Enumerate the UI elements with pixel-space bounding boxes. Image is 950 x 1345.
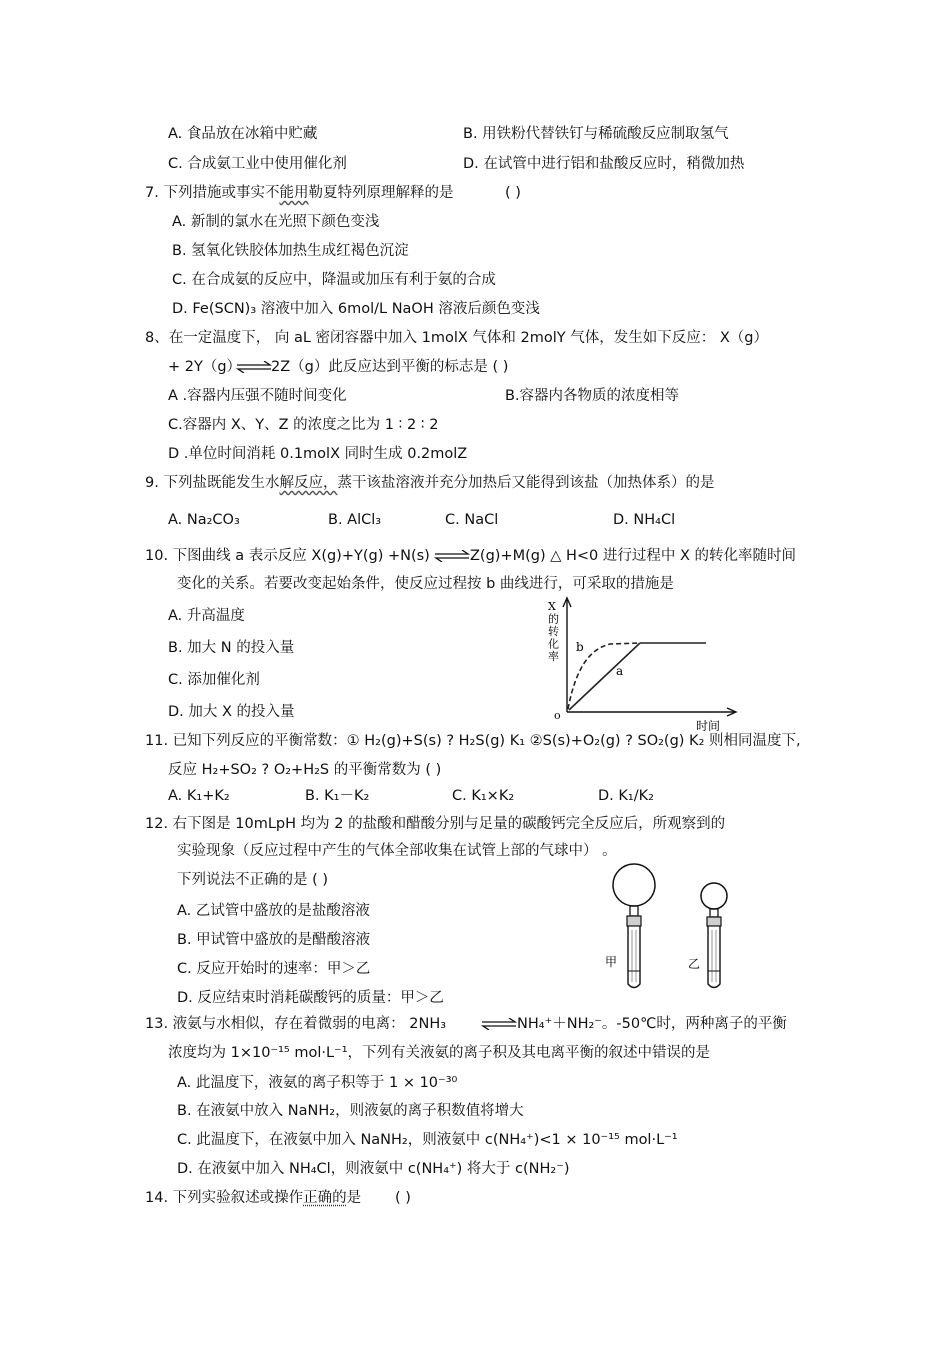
q9-stem-emphasis: 解反应， — [279, 475, 338, 491]
q11-stem-line1: 11. 已知下列反应的平衡常数：① H₂(g)+S(s) ? H₂S(g) K₁ ②S(s)+O₂(g) ? SO₂(g) K₂ 则相同温度下, — [145, 733, 801, 749]
q14-stem-emphasis: 正确的 — [303, 1190, 347, 1206]
q13-option-a: A. 此温度下，液氨的离子积等于 1 × 10⁻³⁰ — [177, 1075, 458, 1091]
q9-option-b: B. AlCl₃ — [328, 512, 382, 528]
curve-b-label: b — [576, 640, 584, 654]
q12-stem-line1: 12. 右下图是 10mLpH 均为 2 的盐酸和醋酸分别与足量的碳酸钙完全反应后，所观察到的 — [145, 816, 726, 832]
q7-option-a: A. 新制的氯水在光照下颜色变浅 — [172, 214, 380, 230]
q7-option-b: B. 氢氧化铁胶体加热生成红褐色沉淀 — [172, 243, 409, 259]
q11-option-d: D. K₁/K₂ — [598, 788, 654, 804]
left-tube — [628, 926, 640, 988]
right-stopper — [707, 917, 721, 926]
q13-option-b: B. 在液氨中放入 NaNH₂，则液氨的离子积数值将增大 — [177, 1103, 524, 1119]
q14-stem-part1: 14. 下列实验叙述或操作 — [145, 1190, 304, 1206]
left-balloon — [613, 864, 655, 906]
q11-option-c: C. K₁×K₂ — [452, 788, 515, 804]
q13-stem-line1b: NH₄⁺＋NH₂⁻。-50℃时，两种离子的平衡 — [517, 1016, 787, 1032]
q9-option-c: C. NaCl — [445, 512, 499, 528]
q8-option-c: C.容器内 X、Y、Z 的浓度之比为 1 ∶ 2 ∶ 2 — [168, 417, 439, 433]
q10-option-b: B. 加大 N 的投入量 — [168, 640, 295, 656]
q9-option-d: D. NH₄Cl — [613, 512, 676, 528]
q7-option-c: C. 在合成氨的反应中，降温或加压有利于氨的合成 — [172, 272, 496, 288]
q13-stem-line1a: 13. 液氨与水相似，存在着微弱的电离： 2NH₃ — [145, 1016, 447, 1032]
right-balloon — [701, 883, 727, 909]
q9-stem — [145, 473, 714, 493]
q8-option-a: A .容器内压强不随时间变化 — [168, 388, 347, 404]
q7-option-d: D. Fe(SCN)₃ 溶液中加入 6mol/L NaOH 溶液后颜色变浅 — [172, 301, 540, 317]
q13-stem-line2: 浓度均为 1×10⁻¹⁵ mol·L⁻¹，下列有关液氨的离子积及其电离平衡的叙述中错误的是 — [168, 1045, 710, 1061]
q8-stem-line1: 8、在一定温度下， 向 aL 密闭容器中加入 1molX 气体和 2molY 气体，发生如下反应： X（g） — [145, 330, 768, 346]
q10-stem-line2: 变化的关系。若要改变起始条件，使反应过程按 b 曲线进行，可采取的措施是 — [177, 576, 674, 592]
q6-option-a: A. 食品放在冰箱中贮藏 — [168, 126, 318, 142]
q8-option-d: D .单位时间消耗 0.1molX 同时生成 0.2molZ — [168, 446, 468, 462]
q10-conversion-chart — [540, 595, 740, 735]
q12-option-b: B. 甲试管中盛放的是醋酸溶液 — [177, 932, 371, 948]
q13-equilibrium-arrow — [481, 1018, 517, 1030]
chart-origin-label: o — [554, 709, 561, 722]
q9-stem-part1: 9. 下列盐既能发生水 — [145, 475, 280, 491]
q13-option-c: C. 此温度下，在液氨中加入 NaNH₂，则液氨中 c(NH₄⁺)<1 × 10⁻¹⁵ mol·L⁻¹ — [177, 1132, 678, 1148]
q10-option-c: C. 添加催化剂 — [168, 672, 260, 688]
chart-y-label: X 的转化率 — [548, 600, 559, 663]
q10-option-a: A. 升高温度 — [168, 608, 245, 624]
q11-option-a: A. K₁+K₂ — [168, 788, 230, 804]
q9-option-a: A. Na₂CO₃ — [168, 512, 240, 528]
right-tube-assembly — [688, 883, 727, 988]
q11-stem-line2: 反应 H₂+SO₂ ? O₂+H₂S 的平衡常数为 ( ) — [168, 762, 442, 778]
q14-stem — [145, 1188, 361, 1208]
q7-answer-paren: ( ) — [505, 185, 521, 201]
q8-stem-line2a: + 2Y（g） — [168, 359, 242, 375]
q12-option-c: C. 反应开始时的速率：甲＞乙 — [177, 961, 371, 977]
q10-equilibrium-arrow — [434, 550, 470, 562]
q12-test-tube-figure — [598, 858, 748, 998]
q11-option-b: B. K₁－K₂ — [305, 788, 370, 804]
q12-stem-line2: 实验现象（反应过程中产生的气体全部收集在试管上部的气球中） 。 — [177, 843, 617, 859]
right-tube-label: 乙 — [688, 957, 701, 971]
chart-x-label: 时间 — [696, 719, 721, 733]
q12-option-a: A. 乙试管中盛放的是盐酸溶液 — [177, 903, 370, 919]
q10-option-d: D. 加大 X 的投入量 — [168, 704, 295, 720]
q6-option-c: C. 合成氨工业中使用催化剂 — [168, 156, 347, 172]
q7-stem-emphasis: 能用 — [279, 185, 309, 201]
q10-stem-line1b: Z(g)+M(g) △ H<0 进行过程中 X 的转化率随时间 — [470, 548, 797, 564]
q7-stem — [145, 183, 453, 203]
q8-equilibrium-arrow — [236, 361, 272, 373]
q6-option-b: B. 用铁粉代替铁钉与稀硫酸反应制取氢气 — [463, 126, 729, 142]
q9-stem-part2: 蒸干该盐溶液并充分加热后又能得到该盐（加热体系）的是 — [337, 475, 715, 491]
left-stopper — [627, 916, 641, 926]
q6-option-d: D. 在试管中进行铝和盐酸反应时，稍微加热 — [463, 156, 745, 172]
q14-stem-part2: 是 — [346, 1190, 362, 1206]
q8-option-b: B.容器内各物质的浓度相等 — [505, 388, 680, 404]
q14-answer-paren: ( ) — [395, 1190, 411, 1206]
left-balloon-neck — [630, 906, 638, 916]
q7-stem-part2: 勒夏特列原理解释的是 — [308, 185, 454, 201]
curve-a-label: a — [616, 664, 624, 678]
q12-option-d: D. 反应结束时消耗碳酸钙的质量：甲＞乙 — [177, 990, 444, 1006]
q12-stem-line3: 下列说法不正确的是 ( ) — [177, 872, 329, 888]
q10-stem-line1a: 10. 下图曲线 a 表示反应 X(g)+Y(g) +N(s) — [145, 548, 430, 564]
q7-stem-part1: 7. 下列措施或事实不 — [145, 185, 280, 201]
q8-stem-line2b: 2Z（g）此反应达到平衡的标志是 ( ) — [271, 359, 509, 375]
right-tube — [708, 926, 720, 988]
left-tube-label: 甲 — [605, 955, 618, 969]
left-tube-assembly — [605, 864, 655, 988]
q13-option-d: D. 在液氨中加入 NH₄Cl，则液氨中 c(NH₄⁺) 将大于 c(NH₂⁻) — [177, 1161, 570, 1177]
right-balloon-neck — [710, 909, 718, 917]
